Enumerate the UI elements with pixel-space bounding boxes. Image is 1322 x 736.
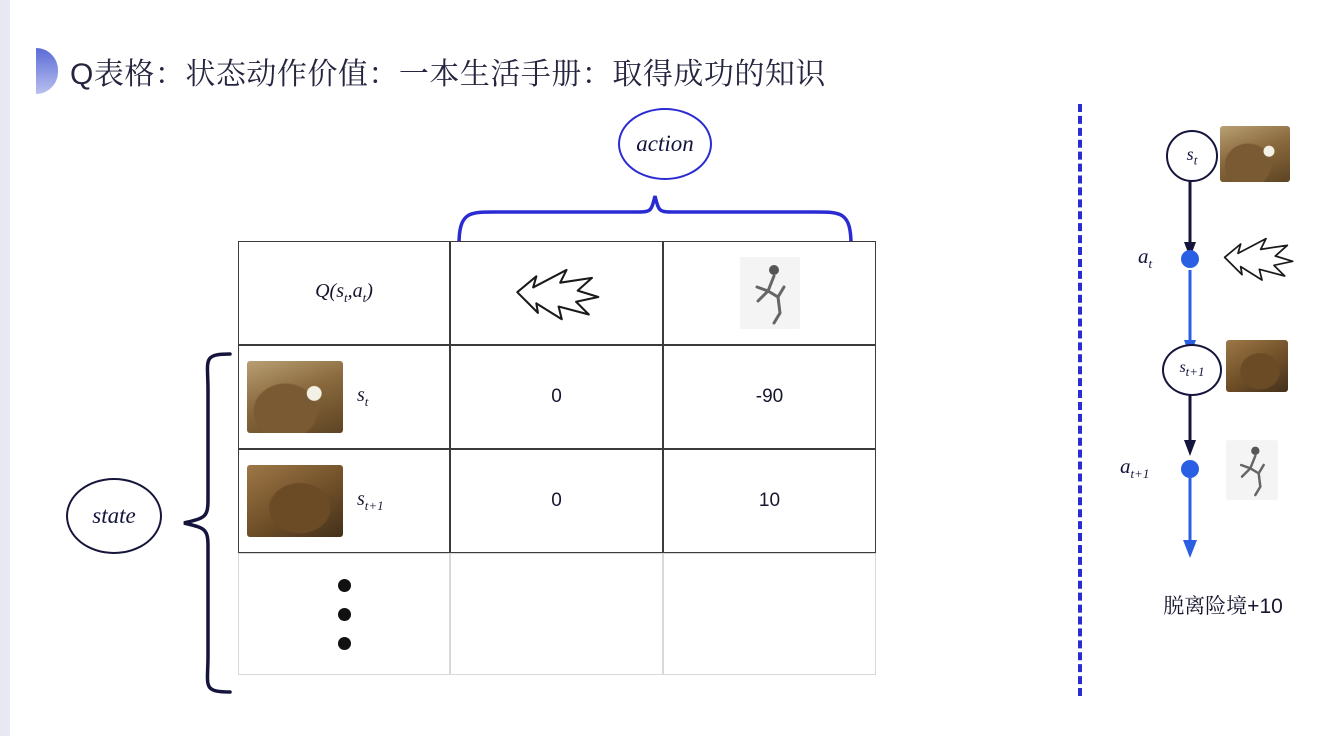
node-label-main: a — [1120, 454, 1131, 478]
q-label-part1: Q(s — [315, 280, 344, 302]
q-value-cell — [450, 449, 663, 553]
trajectory-diagram — [1120, 110, 1320, 650]
ellipsis-cell — [450, 553, 663, 675]
table-row — [238, 345, 876, 449]
q-function-cell — [238, 241, 450, 345]
node-action-at1 — [1181, 460, 1199, 478]
running-person-glyph — [1226, 440, 1278, 500]
dot — [338, 579, 351, 592]
state-brace-icon — [178, 350, 238, 696]
node-label-sub: t+1 — [1130, 466, 1150, 482]
node-label — [1187, 144, 1198, 169]
vertical-ellipsis-icon — [338, 579, 351, 650]
q-label-part3: ) — [366, 280, 373, 302]
action-bubble-label: action — [636, 131, 694, 156]
left-accent-bar — [0, 0, 10, 736]
state-label-sub: t+1 — [364, 498, 384, 513]
q-table — [238, 241, 876, 675]
vertical-dashed-divider — [1078, 104, 1082, 696]
column-header-run — [663, 241, 876, 345]
q-value-text: 0 — [551, 490, 562, 511]
node-label-at — [1138, 244, 1152, 272]
state-label-main: s — [357, 384, 365, 406]
ellipsis-cell — [663, 553, 876, 675]
state-label-sub: t — [364, 394, 369, 409]
state-cell-st — [238, 345, 450, 449]
q-label-sub2: t — [362, 290, 367, 305]
node-state-st — [1166, 130, 1218, 182]
state-bubble-label: state — [92, 503, 136, 528]
ellipsis-cell — [238, 553, 450, 675]
bear-roaring-photo — [1220, 126, 1290, 182]
node-label-main: s — [1186, 143, 1194, 164]
state-cell-st1 — [238, 449, 450, 553]
page-title — [36, 48, 826, 94]
running-person-icon — [1226, 440, 1278, 500]
table-row — [238, 449, 876, 553]
node-label-sub: t+1 — [1185, 364, 1205, 380]
state-label-st — [357, 384, 368, 410]
q-value-cell — [663, 449, 876, 553]
running-person-icon — [740, 257, 800, 329]
q-value-text: 0 — [551, 386, 562, 407]
state-label-st1 — [357, 488, 384, 514]
state-label-main: s — [357, 488, 365, 510]
reward-caption: 脱离险境+10 — [1163, 595, 1283, 618]
node-action-at — [1181, 250, 1199, 268]
running-person-glyph — [740, 257, 800, 329]
column-header-roar — [450, 241, 663, 345]
node-label-sub: t — [1148, 256, 1153, 272]
state-bubble — [66, 478, 162, 554]
bear-standing-photo — [1226, 340, 1288, 392]
q-label-part2: ,a — [347, 280, 363, 302]
q-value-text: 10 — [758, 490, 781, 511]
q-function-label — [315, 280, 373, 306]
q-value-text: -90 — [755, 386, 784, 407]
action-bubble — [618, 108, 712, 180]
q-value-cell — [663, 345, 876, 449]
bear-roaring-photo — [247, 361, 343, 433]
title-bullet-icon — [36, 48, 58, 94]
table-header-row — [238, 241, 876, 345]
node-label — [1179, 359, 1204, 380]
node-label-main: a — [1138, 244, 1149, 268]
speech-burst-icon — [509, 262, 605, 324]
bear-standing-photo — [247, 465, 343, 537]
speech-burst-icon — [1216, 232, 1300, 284]
node-label-main: s — [1179, 359, 1186, 377]
node-label-sub: t — [1193, 152, 1198, 168]
table-row-ellipsis — [238, 553, 876, 675]
dot — [338, 608, 351, 621]
q-value-cell — [450, 345, 663, 449]
q-label-sub1: t — [343, 290, 348, 305]
dot — [338, 637, 351, 650]
title-text: Q表格：状态动作价值：一本生活手册：取得成功的知识 — [70, 58, 826, 91]
node-label-at1 — [1120, 454, 1149, 482]
node-state-st1 — [1162, 344, 1222, 396]
